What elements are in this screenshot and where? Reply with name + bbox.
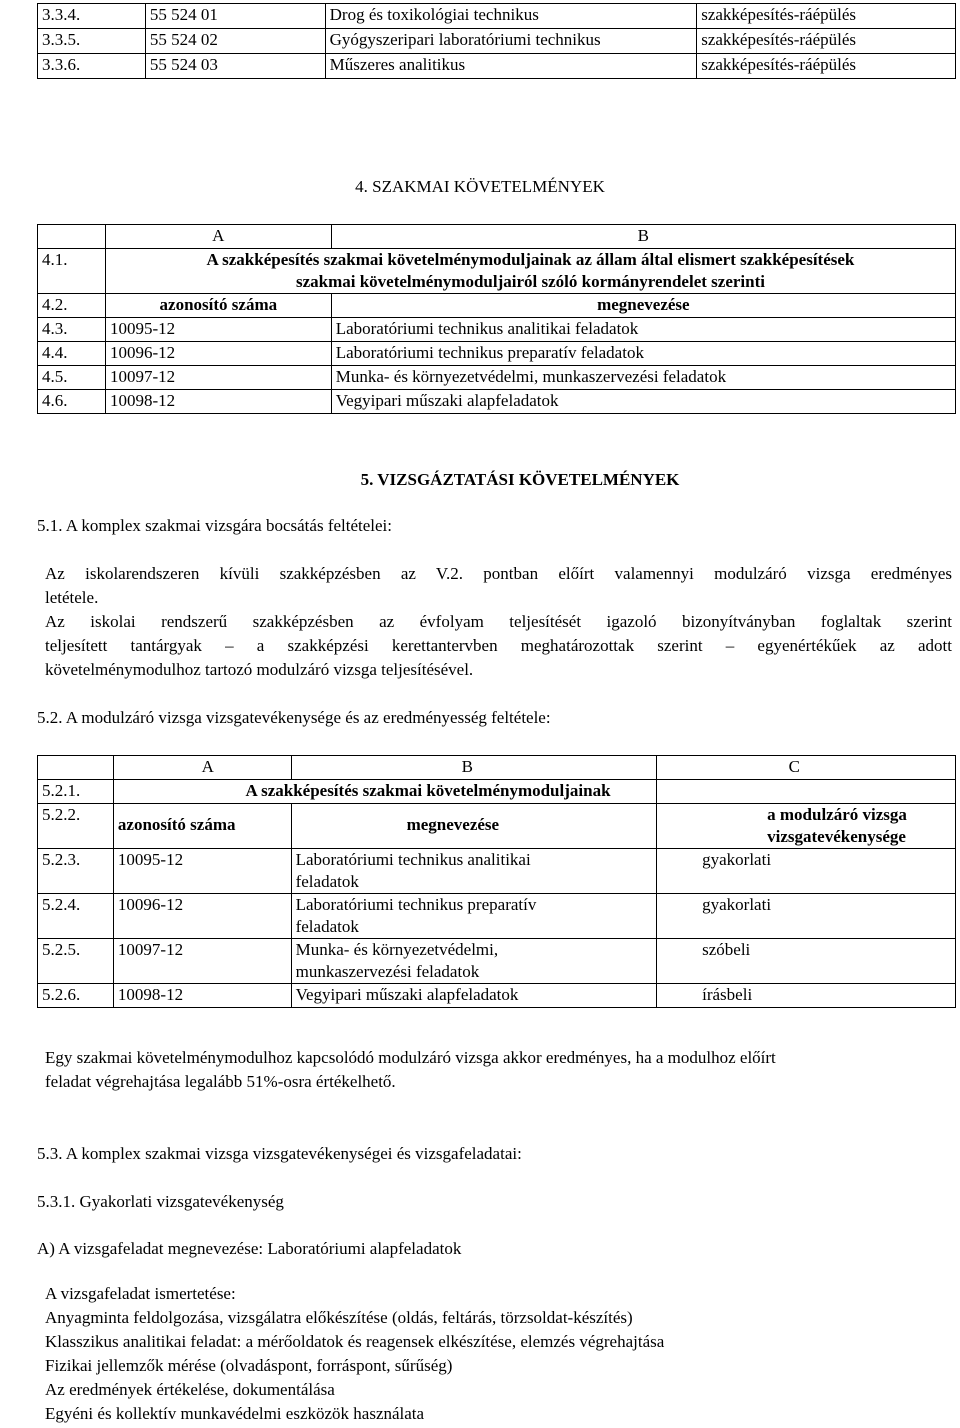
column-header-a: A [201, 757, 214, 776]
row-number: 4.6. [38, 390, 106, 414]
qualification-name: Gyógyszeripari laboratóriumi technikus [325, 29, 697, 54]
module-name: Munka- és környezetvédelmi, munkaszervezési feladatok [331, 366, 955, 390]
module-code: 10098-12 [113, 984, 291, 1008]
qualification-code: 55 524 02 [145, 29, 325, 54]
table-row [38, 984, 956, 1008]
exam-type: gyakorlati [657, 894, 956, 939]
row-number: 5.2.2. [38, 804, 114, 849]
title-line: szakmai követelménymoduljairól szóló kormányrendelet szerinti [295, 272, 765, 291]
module-code: 10097-12 [113, 939, 291, 984]
table-row [38, 780, 956, 804]
row-number: 5.2.6. [38, 984, 114, 1008]
task-item: Egyéni és kollektív munkavédelmi eszközök használata [45, 1404, 425, 1423]
module-name: Laboratóriumi technikus analitikai feladatok [291, 849, 657, 894]
merged-title-cell [105, 249, 955, 294]
row-number: 5.2.4. [38, 894, 114, 939]
module-code: 10098-12 [105, 390, 331, 414]
task-item: Klasszikus analitikai feladat: a mérőoldatok és reagensek elkészítése, elemzés végrehajtása [45, 1332, 665, 1351]
task-item: Az eredmények értékelése, dokumentálása [45, 1380, 335, 1399]
column-header-b: B [461, 757, 473, 776]
table-row [38, 390, 956, 414]
paragraph-line: követelménymodulhoz tartozó modulzáró vizsga teljesítésével. [45, 660, 474, 679]
module-code: 10096-12 [105, 342, 331, 366]
module-name: Laboratóriumi technikus preparatív feladatok [291, 894, 657, 939]
paragraph-line: Az iskolai rendszerű szakképzésben az évfolyam teljesítését igazoló bizonyítványban foglaltak szerint [45, 612, 952, 631]
row-number: 3.3.4. [38, 4, 146, 29]
merged-title-cell: A szakképesítés szakmai követelménymoduljainak [113, 780, 656, 804]
qualification-type: szakképesítés-ráépülés [697, 54, 956, 79]
module-name: Munka- és környezetvédelmi, munkaszervezési feladatok [291, 939, 657, 984]
task-description-title: A vizsgafeladat ismertetése: [45, 1284, 236, 1303]
row-number: 5.2.1. [38, 780, 114, 804]
module-code: 10097-12 [105, 366, 331, 390]
row-number: 4.1. [38, 249, 106, 294]
module-name: Laboratóriumi technikus analitikai feladatok [331, 318, 955, 342]
paragraph-line: feladat végrehajtása legalább 51%-osra értékelhető. [45, 1072, 396, 1091]
table-row [38, 249, 956, 294]
column-subheader-exam [657, 804, 956, 849]
module-name: Laboratóriumi technikus preparatív feladatok [331, 342, 955, 366]
table-row [38, 294, 956, 318]
row-number: 5.2.3. [38, 849, 114, 894]
paragraph-line: letétele. [45, 588, 99, 607]
table-header-row [38, 756, 956, 780]
subheader-line: vizsgatevékenysége [767, 827, 906, 846]
row-number: 4.5. [38, 366, 106, 390]
qualification-name: Drog és toxikológiai technikus [325, 4, 697, 29]
row-number: 3.3.5. [38, 29, 146, 54]
exam-type: szóbeli [657, 939, 956, 984]
module-code: 10096-12 [113, 894, 291, 939]
qualification-type: szakképesítés-ráépülés [697, 29, 956, 54]
task-item: Fizikai jellemzők mérése (olvadáspont, forráspont, sűrűség) [45, 1356, 453, 1375]
task-a-title: A) A vizsgafeladat megnevezése: Laboratóriumi alapfeladatok [37, 1239, 462, 1258]
row-number: 4.3. [38, 318, 106, 342]
requirement-modules-table [37, 224, 956, 414]
exam-type: gyakorlati [657, 849, 956, 894]
paragraph [45, 1046, 960, 1094]
qualification-table [37, 3, 956, 79]
subheader-line: a modulzáró vizsga [767, 805, 907, 824]
paragraph-line: Egy szakmai követelménymodulhoz kapcsolódó modulzáró vizsga akkor eredményes, ha a modulhoz előírt [45, 1048, 776, 1067]
table-row [38, 849, 956, 894]
row-number: 3.3.6. [38, 54, 146, 79]
table-row [38, 4, 956, 29]
table-header-row [38, 225, 956, 249]
row-number: 4.2. [38, 294, 106, 318]
module-code: 10095-12 [113, 849, 291, 894]
table-row [38, 939, 956, 984]
qualification-name: Műszeres analitikus [325, 54, 697, 79]
column-subheader-name: megnevezése [291, 804, 657, 849]
subsection-5-1-title: 5.1. A komplex szakmai vizsgára bocsátás feltételei: [37, 516, 392, 535]
table-row [38, 366, 956, 390]
module-exam-table [37, 755, 956, 1008]
task-description [45, 1282, 664, 1426]
table-row [38, 29, 956, 54]
column-header-b: B [331, 225, 955, 249]
table-row [38, 804, 956, 849]
table-row [38, 342, 956, 366]
qualification-code: 55 524 03 [145, 54, 325, 79]
qualification-code: 55 524 01 [145, 4, 325, 29]
module-code: 10095-12 [105, 318, 331, 342]
table-row [38, 318, 956, 342]
column-subheader-id: azonosító száma [113, 804, 291, 849]
paragraph-line: teljesített tantárgyak – a szakképzési kerettantervben meghatározottak szerint – egyenértékűek az adott [45, 636, 952, 655]
table-row [38, 54, 956, 79]
section-4-heading: 4. SZAKMAI KÖVETELMÉNYEK [355, 177, 605, 196]
paragraph [45, 562, 952, 682]
module-name: Vegyipari műszaki alapfeladatok [331, 390, 955, 414]
column-header-a: A [105, 225, 331, 249]
paragraph-line: Az iskolarendszeren kívüli szakképzésben az V.2. pontban előírt valamennyi modulzáró vizsga eredményes [45, 564, 952, 583]
column-subheader-id: azonosító száma [105, 294, 331, 318]
row-number: 4.4. [38, 342, 106, 366]
task-item: Anyagminta feldolgozása, vizsgálatra előkészítése (oldás, feltárás, törzsoldat-készítés) [45, 1308, 633, 1327]
subsection-5-3-title: 5.3. A komplex szakmai vizsga vizsgatevékenységei és vizsgafeladatai: [37, 1144, 522, 1163]
column-header-c: C [657, 756, 956, 780]
section-5-heading: 5. VIZSGÁZTATÁSI KÖVETELMÉNYEK [360, 470, 680, 489]
column-subheader-name: megnevezése [331, 294, 955, 318]
subsection-5-2-title: 5.2. A modulzáró vizsga vizsgatevékenysége és az eredményesség feltétele: [37, 708, 551, 727]
table-row [38, 894, 956, 939]
module-name: Vegyipari műszaki alapfeladatok [291, 984, 657, 1008]
row-number: 5.2.5. [38, 939, 114, 984]
qualification-type: szakképesítés-ráépülés [697, 4, 956, 29]
title-line: A szakképesítés szakmai követelménymoduljainak az állam által elismert szakképesítések [206, 250, 855, 269]
exam-type: írásbeli [657, 984, 956, 1008]
subsection-5-3-1-title: 5.3.1. Gyakorlati vizsgatevékenység [37, 1192, 284, 1211]
